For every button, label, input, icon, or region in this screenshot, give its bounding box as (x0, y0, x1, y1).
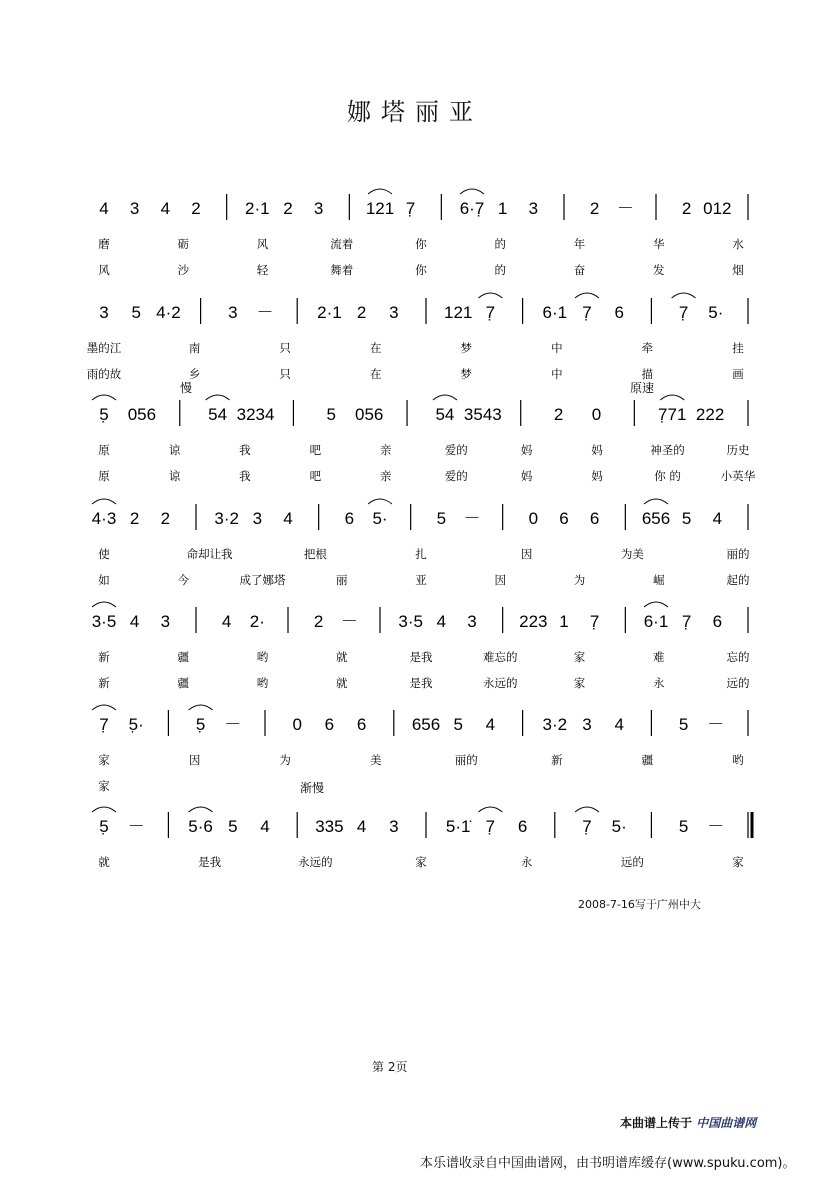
lyric-verse1: 远的 (620, 855, 644, 869)
lyric-verse1: 爱的 (444, 443, 468, 457)
note: 5 (678, 817, 689, 836)
slur (575, 293, 599, 298)
note: 222 (695, 405, 725, 424)
note: 223 (519, 612, 548, 631)
lyric-verse1: 牵 (641, 341, 654, 355)
note: 5· (372, 509, 388, 528)
lyric-verse2: 风 (98, 263, 110, 277)
lyric-verse2: 吧 (309, 469, 322, 483)
note: 4 (260, 817, 270, 836)
lyric-verse1: 就 (98, 855, 110, 869)
lyric-verse2: 远的 (726, 676, 750, 690)
lyric-verse2: 哟 (256, 676, 269, 690)
note: 4 (712, 509, 723, 528)
lyric-verse2: 家 (573, 676, 586, 690)
note: 7̣ (485, 303, 496, 322)
lyric-verse1: 扎 (415, 547, 427, 561)
note: 4 (356, 817, 367, 836)
note: 5 (326, 405, 337, 424)
lyric-verse1: 砺 (177, 237, 189, 251)
note: 2 (283, 199, 293, 218)
note: 3·2 (542, 715, 568, 734)
note: 0 (292, 715, 302, 734)
source-note: 本乐谱收录自中国曲谱网，由书明谱库缓存(www.spuku.com)。 (420, 1156, 796, 1171)
lyric-verse1: 新 (551, 753, 563, 767)
note: 6 (356, 715, 367, 734)
note: － (463, 509, 481, 528)
note: 5̣· (128, 715, 144, 734)
lyric-verse1: 哟 (256, 650, 269, 664)
tempo-mark: 渐慢 (299, 781, 325, 795)
lyric-verse1: 难忘的 (483, 650, 518, 664)
lyric-verse1: 新 (98, 650, 110, 664)
lyric-verse2: 我 (239, 469, 251, 483)
note: 0 (591, 405, 602, 424)
lyric-verse2: 因 (494, 573, 506, 587)
note: 5 (228, 817, 238, 836)
note: 5· (611, 817, 627, 836)
note: 3 (389, 303, 399, 322)
lyric-verse1: 家 (732, 855, 744, 869)
note: 0 (528, 509, 539, 528)
lyric-verse1: 亲 (380, 443, 392, 457)
note: 5· (708, 303, 724, 322)
note: 2 (313, 612, 324, 631)
lyric-verse2: 轻 (256, 263, 269, 277)
lyric-verse1: 年 (573, 237, 586, 251)
note: 2 (589, 199, 600, 218)
note: 6 (517, 817, 528, 836)
lyric-verse1: 风 (256, 237, 269, 251)
lyric-verse1: 是我 (198, 855, 222, 869)
lyric-verse2: 如 (98, 573, 110, 587)
note: 3·5 (91, 612, 117, 631)
note: 5 (453, 715, 463, 734)
lyric-verse2: 沙 (177, 263, 189, 277)
lyric-verse2: 爱的 (444, 469, 468, 483)
note: 3 (528, 199, 539, 218)
lyric-verse2: 妈 (520, 469, 533, 483)
slur (478, 807, 502, 812)
lyric-verse1: 难 (653, 650, 665, 664)
lyric-verse1: 只 (279, 341, 291, 355)
note: 6 (559, 509, 569, 528)
note: 5̣ (99, 817, 109, 836)
lyric-verse1: 家 (415, 855, 427, 869)
lyric-verse2: 原 (98, 469, 110, 483)
note: 3 (160, 612, 171, 631)
note: 5·1̇ (445, 817, 471, 836)
lyric-verse2: 亲 (380, 469, 392, 483)
lyric-verse1: 谅 (168, 443, 181, 457)
lyric-verse1: 就 (336, 650, 348, 664)
note: － (616, 199, 634, 218)
note: － (224, 715, 242, 734)
slur (206, 395, 230, 400)
lyric-verse1: 在 (369, 341, 382, 355)
note: 6 (614, 303, 624, 322)
note: 3 (252, 509, 263, 528)
note: 2 (191, 199, 201, 218)
lyric-verse2: 妈 (591, 469, 603, 483)
upload-note (620, 1114, 756, 1131)
lyric-verse1: 忘的 (726, 650, 750, 664)
lyric-verse1: 你 (415, 237, 427, 251)
date-note: 2008-7-16写于广州中大 (578, 898, 701, 911)
lyric-verse2: 谅 (168, 469, 181, 483)
note: 3234 (236, 405, 275, 424)
lyric-verse1: 神圣的 (650, 443, 685, 457)
lyric-verse1: 我 (239, 443, 251, 457)
slur (189, 807, 213, 812)
note: 2· (249, 612, 265, 631)
note: 2 (129, 509, 140, 528)
lyric-verse1: 磨 (98, 237, 110, 251)
note: 7̣ (582, 303, 592, 322)
note: 3 (582, 715, 592, 734)
lyric-verse1: 流着 (330, 237, 354, 251)
note: 7̣ (99, 715, 109, 734)
tempo-mark: 原速 (629, 381, 655, 395)
note: 7̣ (681, 612, 692, 631)
lyric-verse2: 新 (98, 676, 110, 690)
lyric-verse1: 是我 (409, 650, 433, 664)
lyric-verse1: 原 (98, 443, 110, 457)
lyric-verse2: 的 (494, 263, 506, 277)
lyric-verse2: 小英华 (720, 469, 756, 483)
note: 6 (589, 509, 600, 528)
lyric-verse2: 奋 (573, 263, 586, 277)
lyric-verse1: 疆 (177, 650, 189, 664)
slur (92, 807, 116, 812)
lyric-verse1: 墨的江 (86, 341, 122, 355)
lyric-verse1: 历史 (726, 443, 750, 457)
slur (660, 395, 684, 400)
note: 4 (485, 715, 496, 734)
lyric-verse2: 家 (98, 779, 110, 793)
note: 4 (129, 612, 140, 631)
lyric-verse2: 舞着 (330, 263, 354, 277)
slur (189, 705, 213, 710)
note: 2 (553, 405, 564, 424)
slur (92, 705, 116, 710)
lyric-verse1: 永 (520, 855, 533, 869)
note: － (707, 715, 725, 734)
lyric-verse2: 为 (573, 573, 586, 587)
page-number: 第 2页 (372, 1060, 408, 1074)
note: 3 (313, 199, 324, 218)
slur (92, 395, 116, 400)
note: 54 (208, 405, 228, 424)
lyric-verse2: 永远的 (483, 676, 518, 690)
lyric-verse1: 丽的 (726, 547, 750, 561)
lyric-verse2: 只 (279, 367, 291, 381)
lyric-verse1: 丽的 (454, 753, 478, 767)
note: 54 (435, 405, 455, 424)
lyric-verse2: 发 (653, 263, 665, 277)
note: 656 (641, 509, 671, 528)
lyric-verse1: 因 (188, 753, 201, 767)
lyric-verse1: 永远的 (298, 855, 333, 869)
slur (368, 499, 392, 504)
slur (644, 499, 668, 504)
lyric-verse2: 雨的故 (86, 367, 122, 381)
note: 3 (99, 303, 109, 322)
lyric-verse2: 起的 (726, 573, 750, 587)
slur (460, 189, 484, 194)
lyric-verse2: 成了娜塔 (239, 573, 286, 587)
lyric-verse2: 就 (336, 676, 348, 690)
note: － (340, 612, 358, 631)
lyric-verse2: 崛 (653, 573, 665, 587)
lyric-verse2: 烟 (732, 263, 744, 277)
note: 7̣ (582, 817, 592, 836)
note: 2·1 (245, 199, 270, 218)
lyric-verse2: 在 (369, 367, 382, 381)
note: 4 (436, 612, 447, 631)
lyric-verse1: 疆 (641, 753, 654, 767)
lyric-verse1: 妈 (520, 443, 533, 457)
note: 7̣ (485, 817, 496, 836)
note: 6 (324, 715, 335, 734)
note: 3543 (463, 405, 502, 424)
lyric-verse2: 你 (415, 263, 427, 277)
slur (644, 602, 668, 607)
lyric-verse1: 美 (369, 753, 382, 767)
lyric-verse1: 华 (653, 237, 665, 251)
note: 3 (228, 303, 238, 322)
note: 6 (344, 509, 355, 528)
note: 121 (365, 199, 395, 218)
note: 5 (436, 509, 447, 528)
note: 3 (467, 612, 477, 631)
note: 7̣ (405, 199, 416, 218)
note: 5 (678, 715, 689, 734)
lyric-verse2: 亚 (415, 573, 427, 587)
lyric-verse1: 因 (520, 547, 533, 561)
note: 4·2 (156, 303, 181, 322)
note: 4 (283, 509, 293, 528)
note: 6·1 (542, 303, 568, 322)
lyric-verse1: 把根 (303, 547, 327, 561)
lyric-verse2: 你 的 (654, 469, 681, 483)
lyric-verse2: 永 (653, 676, 665, 690)
note: 6·1 (643, 612, 669, 631)
lyric-verse2: 梦 (460, 367, 473, 381)
slur (433, 395, 457, 400)
note: 4·3 (91, 509, 117, 528)
lyric-verse2: 疆 (177, 676, 189, 690)
lyric-verse1: 吧 (309, 443, 322, 457)
slur (575, 807, 599, 812)
lyric-verse1: 南 (188, 341, 201, 355)
song-title: 娜塔丽亚 (347, 98, 483, 126)
note: 2 (160, 509, 171, 528)
lyric-verse1: 梦 (460, 341, 473, 355)
note: 3·5 (398, 612, 423, 631)
note: 5 (681, 509, 692, 528)
note: 7̣ (678, 303, 689, 322)
note: 012 (703, 199, 732, 218)
note: 335 (315, 817, 344, 836)
lyric-verse2: 是我 (409, 676, 433, 690)
upload-label: 本曲谱上传于 (620, 1116, 693, 1130)
note: 4 (614, 715, 624, 734)
note: 056 (127, 405, 157, 424)
note: 2 (356, 303, 367, 322)
note: 4 (221, 612, 232, 631)
note: 5 (131, 303, 141, 322)
slur (92, 499, 116, 504)
note: 3 (389, 817, 399, 836)
lyric-verse1: 为 (279, 753, 291, 767)
note: 056 (354, 405, 384, 424)
lyric-verse1: 挂 (732, 341, 744, 355)
note: 7̣ (589, 612, 600, 631)
note: 2·1 (317, 303, 342, 322)
note: 5̣ (99, 405, 109, 424)
site-logo: 中国曲谱网 (696, 1116, 757, 1130)
note: 5̣ (195, 715, 206, 734)
lyric-verse2: 中 (551, 367, 563, 381)
note: 7̣71 (658, 405, 687, 424)
lyric-verse1: 哟 (732, 753, 744, 767)
lyric-verse1: 中 (551, 341, 563, 355)
lyric-verse2: 丽 (336, 573, 348, 587)
note: 6 (712, 612, 723, 631)
slur (672, 293, 696, 298)
note: － (127, 817, 145, 836)
lyric-verse2: 描 (641, 367, 654, 381)
lyric-verse1: 家 (98, 753, 110, 767)
lyric-verse1: 妈 (591, 443, 603, 457)
note: 4 (99, 199, 109, 218)
lyric-verse2: 今 (177, 573, 189, 587)
lyric-verse1: 的 (494, 237, 506, 251)
note: － (256, 303, 274, 322)
note: 1 (559, 612, 569, 631)
lyric-verse2: 乡 (188, 367, 201, 381)
note: 3·2 (214, 509, 239, 528)
slur (92, 602, 116, 607)
note: 1 (497, 199, 508, 218)
note: 5·6 (188, 817, 213, 836)
note: 656 (411, 715, 441, 734)
note: 4 (160, 199, 171, 218)
note: 121 (444, 303, 473, 322)
slur (478, 293, 502, 298)
note: 6·7̣ (459, 199, 485, 218)
tempo-mark: 慢 (179, 381, 193, 395)
note: － (707, 817, 725, 836)
lyric-verse1: 命却让我 (186, 547, 233, 561)
lyric-verse1: 为美 (620, 547, 644, 561)
lyric-verse1: 使 (98, 547, 110, 561)
slur (368, 189, 392, 194)
note: 3 (129, 199, 140, 218)
lyric-verse1: 水 (732, 237, 744, 251)
note: 2 (681, 199, 692, 218)
lyric-verse1: 家 (573, 650, 586, 664)
lyric-verse2: 画 (732, 367, 744, 381)
